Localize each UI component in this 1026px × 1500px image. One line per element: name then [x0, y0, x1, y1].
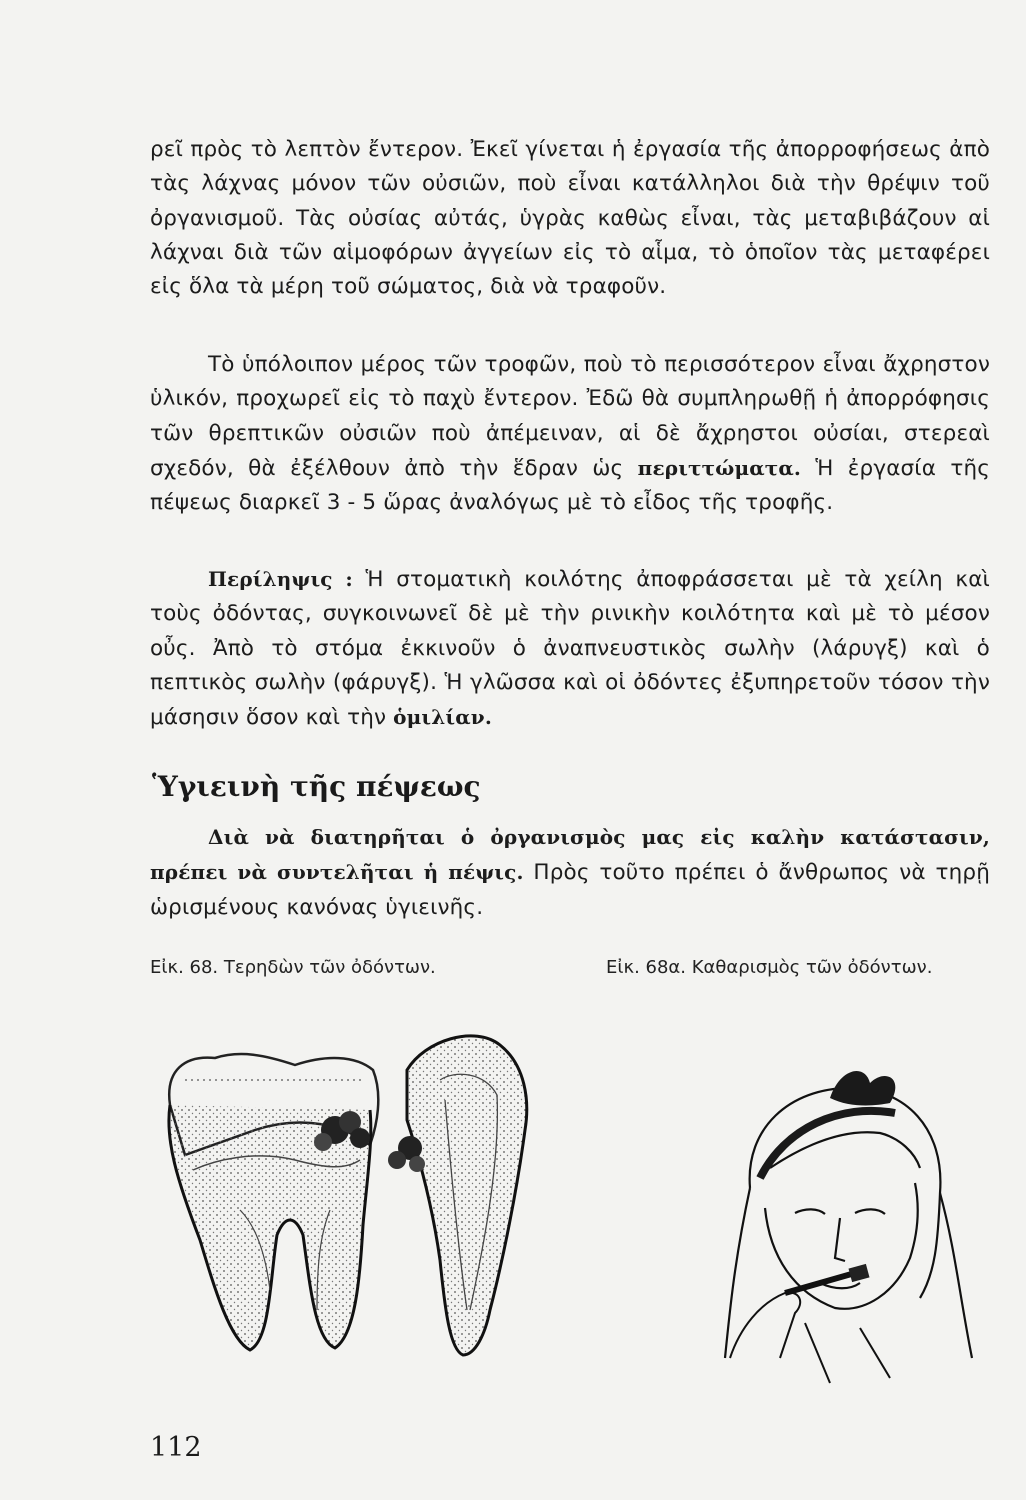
page-number: 112	[150, 1432, 202, 1463]
paragraph-summary	[150, 562, 990, 735]
paragraph-hygiene	[150, 820, 990, 925]
section-heading: Ὑγιεινὴ τῆς πέψεως	[152, 770, 481, 803]
paragraph-large-intestine-text	[150, 348, 990, 520]
paragraph-hygiene-text	[150, 820, 990, 925]
caption-fig-68a: Εἰκ. 68α. Καθαρισμὸς τῶν ὀδόντων.	[606, 957, 933, 978]
paragraph-absorption	[150, 133, 990, 304]
tooth-decay-illustration	[145, 1010, 545, 1370]
term-speech: ὁμιλίαν.	[393, 705, 492, 730]
large-intestine-text-a: Τὸ ὑπόλοιπον μέρος τῶν τροφῶν, ποὺ τὸ περισσότερον εἶναι ἄχρηστον ὑλικόν, προχωρεῖ εἰς τὸ παχὺ ἔντερον. Ἐδῶ θὰ συμπληρωθῇ ἡ ἀπορρόφησις τῶν θρεπτικῶν οὐσιῶν ποὺ ἀπέμειναν, αἱ δὲ ἄχρηστοι οὐσίαι, στερεαὶ σχεδόν, θὰ ἐξέλθουν ἀπὸ τὴν ἕδραν ὡς	[150, 352, 990, 481]
paragraph-summary-text	[150, 562, 990, 735]
large-intestine-text-b: Ἡ ἐργασία τῆς πέψεως διαρκεῖ 3 - 5 ὥρας ἀναλόγως μὲ τὸ εἶδος τῆς τροφῆς.	[150, 455, 991, 516]
paragraph-absorption-text: ρεῖ πρὸς τὸ λεπτὸν ἔντερον. Ἐκεῖ γίνεται ἡ ἐργασία τῆς ἀπορροφήσεως ἀπὸ τὰς λάχνας μόνον τῶν οὐσιῶν, ποὺ εἶναι κατάλληλοι διὰ τὴν θρέψιν τοῦ ὀργανισμοῦ. Τὰς οὐσίας αὐτάς, ὑγρὰς καθὼς εἶναι, τὰς μεταβιβάζουν αἱ λάχναι διὰ τῶν αἱμοφόρων ἀγγείων εἰς τὸ αἷμα, τὸ ὁποῖον τὰς μεταφέρει εἰς ὅλα τὰ μέρη τοῦ σώματος, διὰ νὰ τραφοῦν.	[150, 137, 990, 300]
caption-fig-68: Εἰκ. 68. Τερηδὼν τῶν ὀδόντων.	[150, 957, 436, 978]
girl-brushing-teeth-illustration	[690, 1058, 990, 1388]
paragraph-large-intestine	[150, 348, 990, 520]
hygiene-rest-text: Πρὸς τοῦτο πρέπει ὁ ἄνθρωπος νὰ τηρῇ ὡρισμένους κανόνας ὑγιεινῆς.	[150, 860, 990, 920]
term-excrement: περιττώματα.	[637, 455, 802, 480]
incisor-tooth-right	[407, 1036, 527, 1355]
hair-bow	[830, 1071, 895, 1105]
hygiene-bold-text: Διὰ νὰ διατηρῆται ὁ ὀργανισμὸς μας εἰς καλὴν κατάστασιν, πρέπει νὰ συντελῆται ἡ πέψις.	[150, 825, 990, 885]
hand	[730, 1293, 890, 1383]
toothbrush	[785, 1264, 870, 1293]
headband	[760, 1111, 895, 1178]
molar-tooth-left	[169, 1054, 378, 1350]
summary-text: Ἡ στοματικὴ κοιλότης ἀποφράσσεται μὲ τὰ χείλη καὶ τοὺς ὀδόντας, συγκοινωνεῖ δὲ μὲ τὴν ρινικὴν κοιλότητα καὶ μὲ τὸ μέσον οὖς. Ἀπὸ τὸ στόμα ἐκκινοῦν ὁ ἀναπνευστικὸς σωλὴν (λάρυγξ) καὶ ὁ πεπτικὸς σωλὴν (φάρυγξ). Ἡ γλῶσσα καὶ οἱ ὀδόντες ἐξυπηρετοῦν τόσον τὴν μάσησιν ὅσον καὶ τὴν	[150, 567, 990, 731]
girl-head	[725, 1088, 972, 1358]
summary-label: Περίληψις :	[208, 567, 353, 591]
